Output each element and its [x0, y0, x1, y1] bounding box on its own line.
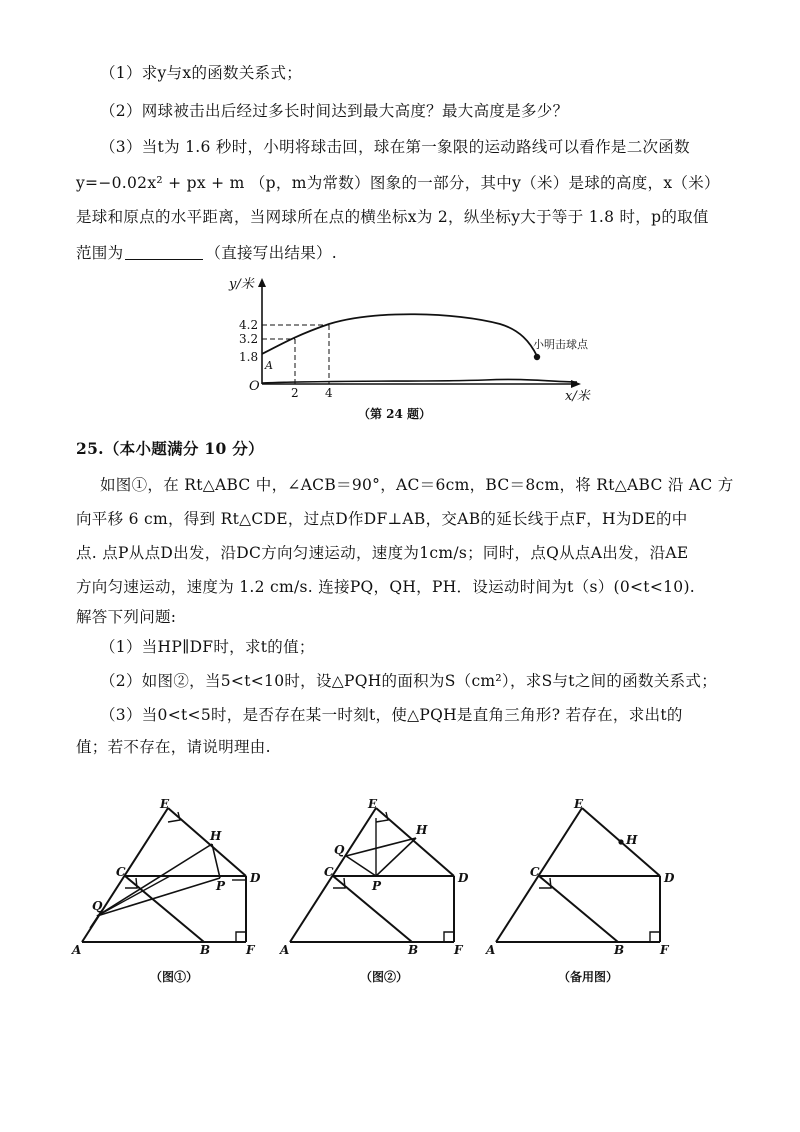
q25-stem-line4: 方向匀速运动，速度为 1.2 cm/s. 连接PQ，QH，PH．设运动时间为t（s）(0<t<10). — [76, 578, 696, 596]
label-c: C — [116, 865, 126, 879]
right-angle-f — [236, 932, 246, 942]
label-p: P — [216, 879, 226, 893]
q25-part2: （2）如图②，当5<t<10时，设△PQH的面积为S（cm²），求S与t之间的函数关系式； — [100, 672, 718, 690]
q24-caption: （第 24 题） — [358, 407, 432, 421]
label-f: F — [660, 943, 669, 957]
label-h: H — [416, 823, 428, 837]
q24-part3-line2: y=−0.02x² + px + m （p，m为常数）图象的一部分，其中y（米）是球的高度，x（米） — [76, 174, 720, 192]
label-d: D — [664, 871, 675, 885]
figure-3 — [484, 796, 684, 966]
line-qp — [346, 856, 376, 876]
figure-1-caption: （图①） — [150, 970, 199, 984]
q24-part3-range-label: 范围为 — [76, 244, 124, 262]
figure-3-caption: （备用图） — [558, 970, 619, 984]
q25-instruction: 解答下列问题: — [76, 608, 177, 626]
label-p: P — [372, 879, 382, 893]
label-d: D — [250, 871, 261, 885]
right-angle-c — [333, 878, 345, 888]
label-e: E — [574, 797, 584, 811]
q24-part3-line4 — [76, 242, 337, 264]
label-c: C — [530, 865, 540, 879]
right-angle-c — [539, 878, 551, 888]
label-h: H — [210, 829, 222, 843]
q25-part1: （1）当HP∥DF时，求t的值； — [100, 638, 315, 656]
point-a-label: A — [265, 359, 273, 372]
y-tick-3.2: 3.2 — [239, 332, 259, 346]
q24-graph — [225, 272, 605, 402]
q25-title: 25.（本小题满分 10 分） — [76, 439, 264, 458]
figure-2-caption: （图②） — [360, 970, 409, 984]
label-q: Q — [92, 899, 103, 913]
y-axis-arrow — [258, 278, 266, 287]
answer-blank — [125, 245, 203, 260]
label-a: A — [486, 943, 496, 957]
q24-part3-line1: （3）当t为 1.6 秒时，小明将球击回，球在第一象限的运动路线可以看作是二次函数 — [100, 138, 690, 156]
label-b: B — [408, 943, 419, 957]
origin-label: O — [249, 379, 260, 394]
figure-2 — [278, 796, 478, 966]
line-qp — [97, 878, 220, 916]
label-h: H — [626, 833, 638, 847]
q24-part3-line3: 是球和原点的水平距离，当网球所在点的横坐标x为 2，纵坐标y大于等于 1.8 时，p的取值 — [76, 208, 709, 226]
y-axis-label: y/米 — [229, 277, 254, 292]
q24-part3-hint: （直接写出结果）. — [205, 244, 338, 262]
trajectory-curve — [262, 314, 537, 356]
label-c: C — [324, 865, 334, 879]
y-tick-1.8: 1.8 — [239, 350, 259, 364]
label-q: Q — [334, 843, 345, 857]
label-d: D — [458, 871, 469, 885]
q25-stem-line3: 点. 点P从点D出发，沿DC方向匀速运动，速度为1cm/s；同时，点Q从点A出发，沿AE — [76, 544, 689, 562]
x-tick-2: 2 — [291, 386, 299, 400]
q24-part1: （1）求y与x的函数关系式； — [100, 64, 303, 82]
right-angle-c — [125, 878, 137, 888]
right-angle-f — [650, 932, 660, 942]
label-f: F — [454, 943, 463, 957]
label-b: B — [614, 943, 625, 957]
hit-point-marker — [534, 354, 540, 360]
hit-point-label: 小明击球点 — [533, 338, 588, 351]
label-e: E — [160, 797, 170, 811]
q25-part3-line2: 值；若不存在，请说明理由. — [76, 738, 271, 756]
y-tick-4.2: 4.2 — [239, 318, 259, 332]
right-angle-f — [444, 932, 454, 942]
q25-stem-line1: 如图①，在 Rt△ABC 中，∠ACB＝90°，AC＝6cm，BC＝8cm，将 Rt△ABC 沿 AC 方 — [100, 476, 734, 494]
figure-1 — [70, 796, 270, 966]
q24-part2: （2）网球被击出后经过多长时间达到最大高度？最大高度是多少？ — [100, 102, 569, 120]
ground-curve — [262, 379, 577, 383]
label-a: A — [280, 943, 290, 957]
q25-stem-line2: 向平移 6 cm，得到 Rt△CDE，过点D作DF⊥AB，交AB的延长线于点F，H为DE的中 — [76, 510, 688, 528]
x-axis-label: x/米 — [565, 389, 590, 402]
x-tick-4: 4 — [325, 386, 333, 400]
point-h-marker — [618, 839, 623, 844]
q25-part3-line1: （3）当0<t<5时，是否存在某一时刻t，使△PQH是直角三角形? 若存在，求出t的 — [100, 706, 683, 724]
label-a: A — [72, 943, 82, 957]
label-f: F — [246, 943, 255, 957]
label-e: E — [368, 797, 378, 811]
label-b: B — [200, 943, 211, 957]
line-qh — [97, 844, 212, 916]
